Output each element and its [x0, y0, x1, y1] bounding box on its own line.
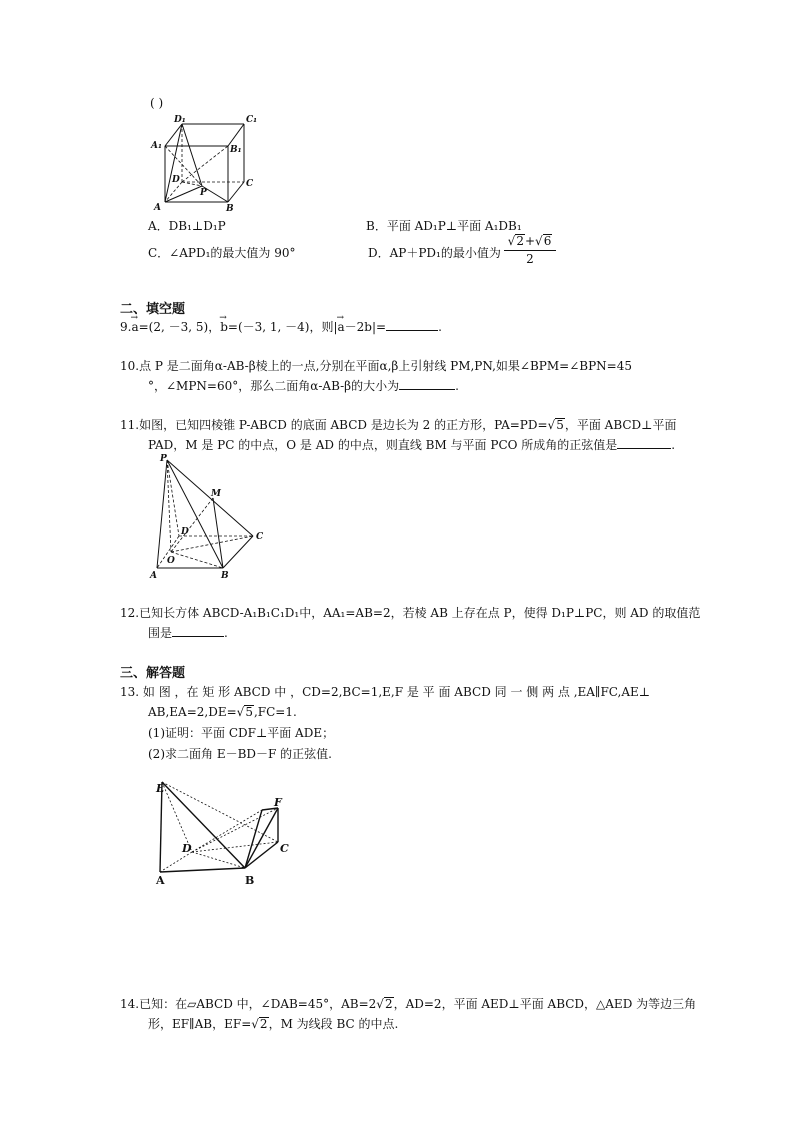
rectangle-prism-figure [150, 772, 300, 887]
label-A: A [156, 874, 165, 887]
label-P: P [160, 454, 167, 464]
pyramid-figure [145, 452, 270, 582]
question-11-line1: 11.如图，已知四棱锥 P-ABCD 的底面 ABCD 是边长为 2 的正方形，PA=PD=√5，平面 ABCD⊥平面 [120, 418, 677, 432]
label-P: P [200, 188, 207, 198]
question-12-line1: 12.已知长方体 ABCD-A₁B₁C₁D₁中，AA₁=AB=2，若棱 AB 上存在点 P，使得 D₁P⊥PC，则 AD 的取值范 [120, 606, 701, 620]
label-F: F [274, 796, 282, 809]
question-11-line2: PAD，M 是 PC 的中点，O 是 AD 的中点，则直线 BM 与平面 PCO 所成角的正弦值是 . [148, 438, 676, 452]
question-10-line2: °，∠MPN=60°，那么二面角α-AB-β的大小为 . [148, 379, 459, 393]
option-c: C．∠APD₁的最大值为 90° [148, 246, 296, 260]
cube-figure [150, 112, 260, 212]
question-13-part2: (2)求二面角 E－BD－F 的正弦值. [148, 747, 332, 761]
question-14-line1: 14.已知：在▱ABCD 中，∠DAB=45°，AB=2√2，AD=2，平面 AED⊥平面 ABCD，△AED 为等边三角 [120, 997, 697, 1011]
question-13-line1: 13. 如 图 ，在 矩 形 ABCD 中 ，CD=2,BC=1,E,F 是 平 面 ABCD 同 一 侧 两 点 ,EA∥FC,AE⊥ [120, 685, 651, 699]
section-title-solutions: 三、解答题 [120, 666, 186, 681]
question-9: 9.→ a=(2, －3, 5)，→ b=(－3, 1, －4)，则|→ a－2b|= . [120, 318, 442, 335]
label-C: C [256, 532, 264, 542]
option-d-fraction: √2+√6 2 [504, 233, 556, 267]
question-10-line1: 10.点 P 是二面角α-AB-β棱上的一点,分别在平面α,β上引射线 PM,PN,如果∠BPM=∠BPN=45 [120, 359, 632, 373]
option-a: A．DB₁⊥D₁P [148, 219, 226, 233]
label-D: D [172, 175, 180, 185]
question-12-line2: 围是 . [148, 626, 228, 640]
label-B1: B₁ [230, 145, 242, 155]
label-B: B [226, 204, 234, 212]
label-C1: C₁ [246, 115, 258, 125]
label-C: C [280, 842, 289, 855]
label-A: A [150, 571, 157, 581]
question-13-part1: (1)证明：平面 CDF⊥平面 ADE； [148, 726, 335, 740]
answer-paren: ( ) [150, 96, 164, 110]
label-D: D [182, 842, 192, 855]
label-E: E [156, 782, 165, 795]
section-title-fill-in: 二、填空题 [120, 302, 186, 317]
label-B: B [245, 874, 255, 887]
option-d: D．AP＋PD₁的最小值为 [368, 246, 501, 260]
label-B: B [221, 571, 229, 581]
question-14-line2: 形，EF∥AB，EF=√2，M 为线段 BC 的中点. [148, 1017, 399, 1031]
label-A1: A₁ [151, 141, 162, 151]
option-b: B．平面 AD₁P⊥平面 A₁DB₁ [366, 219, 522, 233]
label-O: O [167, 556, 175, 566]
label-D1: D₁ [174, 115, 186, 125]
question-13-line2: AB,EA=2,DE=√5,FC=1. [148, 705, 297, 719]
label-A: A [154, 203, 161, 212]
label-M: M [211, 489, 221, 499]
label-D: D [181, 527, 189, 537]
label-C: C [246, 179, 254, 189]
